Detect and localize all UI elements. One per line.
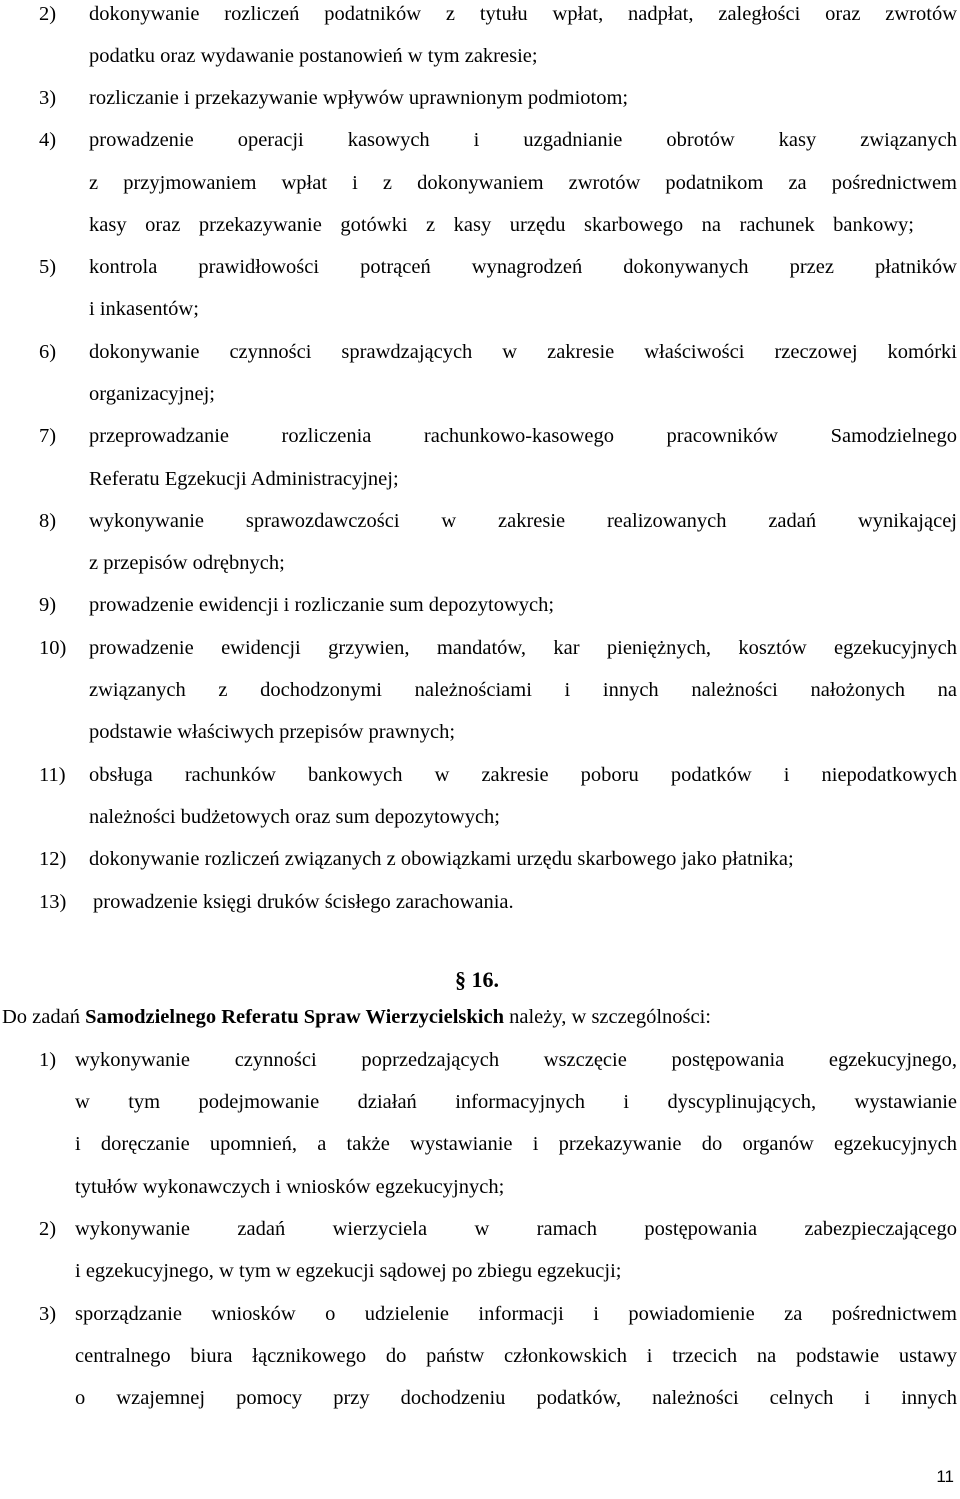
list-item-number: 11) (39, 764, 66, 786)
list-item-number: 9) (39, 594, 57, 616)
list-item-line: dokonywanie rozliczeń podatników z tytułu wpłat, nadpłat, zaległości oraz zwrotów (89, 3, 957, 25)
list-item-line: obsługa rachunków bankowych w zakresie poboru podatków i niepodatkowych (89, 764, 957, 786)
list-item-line: podatku oraz wydawanie postanowień w tym zakresie; (89, 45, 538, 67)
list-item-number: 10) (39, 637, 67, 659)
list-item-number: 12) (39, 848, 67, 870)
list-item-line: i inkasentów; (89, 298, 199, 320)
list-item-number: 3) (39, 1303, 57, 1325)
list-item-line: dokonywanie czynności sprawdzających w zakresie właściwości rzeczowej komórki (89, 341, 957, 363)
list-item-line: sporządzanie wniosków o udzielenie informacji i powiadomienie za pośrednictwem (75, 1303, 957, 1325)
list-item-number: 7) (39, 425, 57, 447)
page-number: 11 (936, 1467, 954, 1486)
list-item-number: 13) (39, 891, 67, 913)
list-item-line: związanych z dochodzonymi należnościami i innych należności nałożonych na (89, 679, 957, 701)
list-item-line: dokonywanie rozliczeń związanych z obowiązkami urzędu skarbowego jako płatnika; (89, 848, 794, 870)
list-item-line: należności budżetowych oraz sum depozytowych; (89, 806, 501, 828)
list-item-line: wykonywanie czynności poprzedzających wszczęcie postępowania egzekucyjnego, (75, 1049, 957, 1071)
list-item-line: organizacyjnej; (89, 383, 215, 405)
list-item-line: w tym podejmowanie działań informacyjnych i dyscyplinujących, wystawianie (75, 1091, 957, 1113)
list-item-line: wykonywanie zadań wierzyciela w ramach postępowania zabezpieczającego (75, 1218, 957, 1240)
list-item-line: o wzajemnej pomocy przy dochodzeniu podatków, należności celnych i innych (75, 1387, 957, 1409)
list-item-line: prowadzenie ewidencji i rozliczanie sum depozytowych; (89, 594, 555, 616)
list-item-line: kontrola prawidłowości potrąceń wynagrodzeń dokonywanych przez płatników (89, 256, 957, 278)
list-item-number: 2) (39, 3, 57, 25)
list-item-line: rozliczanie i przekazywanie wpływów uprawnionym podmiotom; (89, 87, 629, 109)
list-item-number: 1) (39, 1049, 57, 1071)
intro-text: Do zadań (2, 1006, 86, 1028)
section-heading: § 16. (455, 967, 499, 992)
list-item-line: i doręczanie upomnień, a także wystawianie i przekazywanie do organów egzekucyjnych (75, 1133, 957, 1155)
list-item-line: z przyjmowaniem wpłat i z dokonywaniem zwrotów podatnikom za pośrednictwem (89, 172, 957, 194)
list-item-number: 6) (39, 341, 57, 363)
intro-text: należy, w szczególności: (503, 1006, 711, 1028)
list-item-line: Referatu Egzekucji Administracyjnej; (89, 468, 399, 490)
list-item-line: z przepisów odrębnych; (89, 552, 285, 574)
list-item-line: tytułów wykonawczych i wniosków egzekucyjnych; (75, 1176, 505, 1198)
list-item-number: 8) (39, 510, 57, 532)
list-item-line: podstawie właściwych przepisów prawnych; (89, 721, 456, 743)
list-item-line: kasy oraz przekazywanie gotówki z kasy urzędu skarbowego na rachunek bankowy; (89, 214, 914, 236)
list-item-number: 3) (39, 87, 57, 109)
department-name: Samodzielnego Referatu Spraw Wierzycielskich (85, 1006, 504, 1028)
section-intro (2, 1004, 711, 1030)
list-item-number: 4) (39, 129, 57, 151)
list-item-line: i egzekucyjnego, w tym w egzekucji sądowej po zbiegu egzekucji; (75, 1260, 622, 1282)
list-item-line: przeprowadzanie rozliczenia rachunkowo-kasowego pracowników Samodzielnego (89, 425, 957, 447)
list-item-number: 5) (39, 256, 57, 278)
list-item-line: prowadzenie ewidencji grzywien, mandatów, kar pieniężnych, kosztów egzekucyjnych (89, 637, 957, 659)
list-item-line: wykonywanie sprawozdawczości w zakresie realizowanych zadań wynikającej (89, 510, 957, 532)
list-item-line: prowadzenie operacji kasowych i uzgadnianie obrotów kasy związanych (89, 129, 957, 151)
list-item-line: centralnego biura łącznikowego do państw członkowskich i trzecich na podstawie ustawy (75, 1345, 957, 1367)
list-item-line: prowadzenie księgi druków ścisłego zarachowania. (93, 891, 514, 913)
list-item-number: 2) (39, 1218, 57, 1240)
